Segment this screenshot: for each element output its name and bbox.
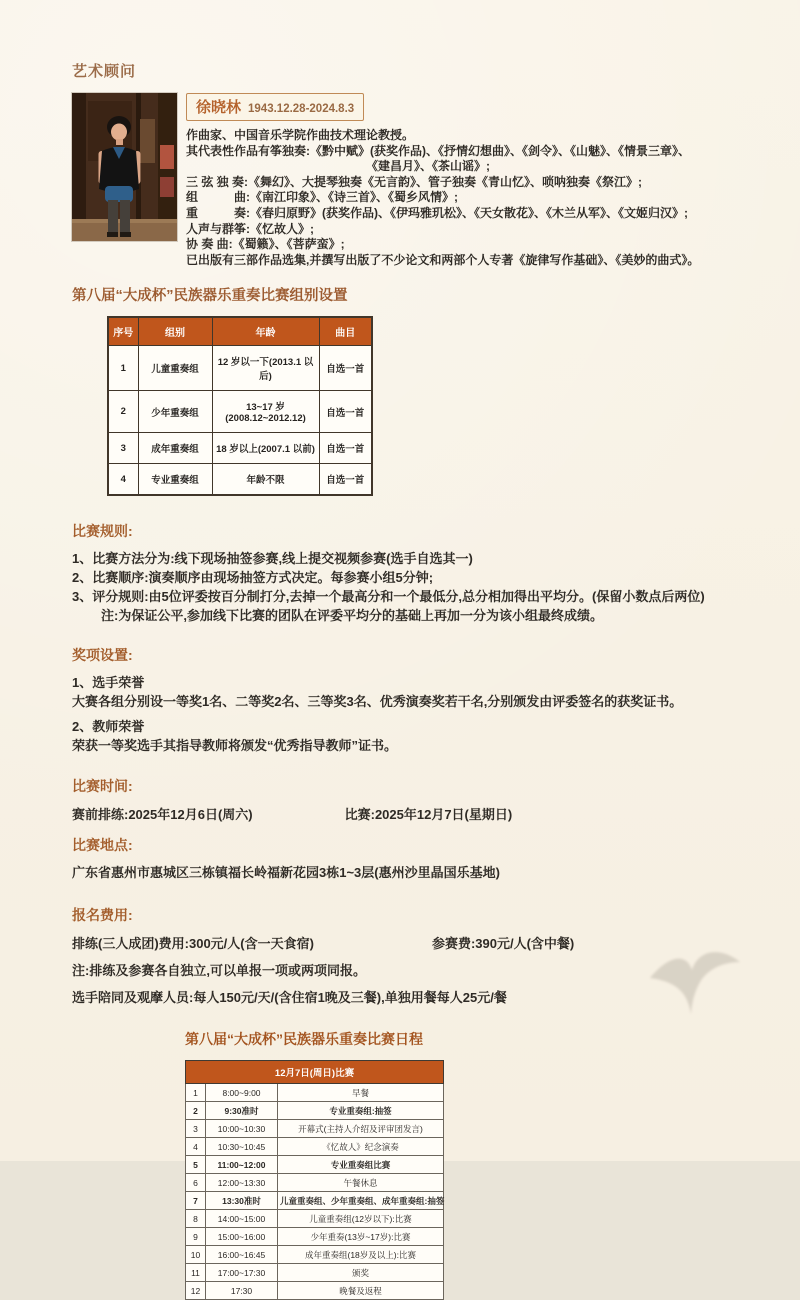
groups-table-cell: 3 <box>108 433 138 464</box>
schedule-row-event: 颁奖 <box>278 1264 444 1282</box>
groups-table <box>107 316 373 496</box>
groups-table-cell: 儿童重奏组 <box>138 346 212 391</box>
schedule-row-time: 9:30准时 <box>206 1102 278 1120</box>
groups-column-header: 年龄 <box>212 317 319 346</box>
schedule-row-event: 儿童重奏组(12岁以下):比赛 <box>278 1210 444 1228</box>
fees-note: 注:排练及参赛各自独立,可以单报一项或两项同报。 <box>72 963 366 979</box>
competition-time: 比赛:2025年12月7日(星期日) <box>344 807 513 823</box>
bio-line: 人声与群筝:《忆故人》; <box>186 221 314 236</box>
schedule-row <box>186 1174 444 1192</box>
schedule-row <box>186 1192 444 1210</box>
schedule-row <box>186 1246 444 1264</box>
groups-table-row <box>108 391 372 433</box>
schedule-row-number: 7 <box>186 1192 206 1210</box>
award-line: 2、教师荣誉 <box>72 719 145 735</box>
groups-table-cell: 专业重奏组 <box>138 464 212 496</box>
rule-item: 1、比赛方法分为:线下现场抽签参赛,线上提交视频参赛(选手自选其一) <box>72 551 473 567</box>
schedule-row-number: 8 <box>186 1210 206 1228</box>
groups-table-cell: 4 <box>108 464 138 496</box>
rules-list <box>72 549 734 625</box>
rehearsal-fee: 排练(三人成团)费用:300元/人(含一天食宿) <box>72 936 314 952</box>
advisor-name: 徐晓林 <box>196 99 242 116</box>
groups-column-header: 组别 <box>138 317 212 346</box>
advisor-info <box>186 93 734 268</box>
schedule-row-time: 12:00~13:30 <box>206 1174 278 1192</box>
groups-table-cell: 年龄不限 <box>212 464 319 496</box>
schedule-date-header: 12月7日(周日)比赛 <box>186 1061 444 1084</box>
rule-item: 3、评分规则:由5位评委按百分制打分,去掉一个最高分和一个最低分,总分相加得出平均分。(保留小数点后两位) <box>72 589 705 605</box>
groups-table-cell: 自选一首 <box>319 391 372 433</box>
groups-table-cell: 少年重奏组 <box>138 391 212 433</box>
schedule-row-event: 成年重奏组(18岁及以上):比赛 <box>278 1246 444 1264</box>
entry-fee: 参赛费:390元/人(含中餐) <box>431 936 575 952</box>
schedule-row-number: 6 <box>186 1174 206 1192</box>
schedule-row-time: 17:00~17:30 <box>206 1264 278 1282</box>
schedule-row <box>186 1282 444 1300</box>
schedule-row-time: 13:30准时 <box>206 1192 278 1210</box>
groups-table-cell: 12 岁以一下(2013.1 以后) <box>212 346 319 391</box>
bio-line: 已出版有三部作品选集,并撰写出版了不少论文和两部个人专著《旋律写作基础》、《美妙的曲式》。 <box>186 252 700 267</box>
location-address: 广东省惠州市惠城区三栋镇福长岭福新花园3栋1~3层(惠州沙里晶国乐基地) <box>72 865 500 881</box>
groups-column-header: 序号 <box>108 317 138 346</box>
page-content <box>72 60 734 1300</box>
schedule-row <box>186 1120 444 1138</box>
awards-section-title: 奖项设置: <box>72 647 133 664</box>
schedule-row-number: 11 <box>186 1264 206 1282</box>
fees-section-title: 报名费用: <box>72 907 133 924</box>
groups-table-row <box>108 346 372 391</box>
advisor-photo <box>72 93 177 241</box>
bio-line: 三 弦 独 奏:《舞幻》、大提琴独奏《无言韵》、管子独奏《青山忆》、唢呐独奏《祭江》; <box>186 174 642 189</box>
schedule-row-event: 专业重奏组:抽签 <box>278 1102 444 1120</box>
schedule-block <box>185 1029 443 1300</box>
schedule-row-event: 早餐 <box>278 1084 444 1102</box>
schedule-row-event: 午餐休息 <box>278 1174 444 1192</box>
rule-item: 2、比赛顺序:演奏顺序由现场抽签方式决定。每参赛小组5分钟; <box>72 570 434 586</box>
groups-table-cell: 成年重奏组 <box>138 433 212 464</box>
schedule-row-time: 8:00~9:00 <box>206 1084 278 1102</box>
schedule-row-time: 14:00~15:00 <box>206 1210 278 1228</box>
rules-section-title: 比赛规则: <box>72 523 133 540</box>
advisor-name-box <box>186 93 364 121</box>
bio-line: 其代表性作品有筝独奏:《黔中赋》(获奖作品)、《抒情幻想曲》、《剑令》、《山魅》、《情景三章》、 <box>186 143 690 158</box>
awards-list <box>72 673 734 755</box>
groups-table-cell: 13~17 岁(2008.12~2012.12) <box>212 391 319 433</box>
groups-table-cell: 18 岁以上(2007.1 以前) <box>212 433 319 464</box>
schedule-row-event: 儿童重奏组、少年重奏组、成年重奏组:抽签 <box>278 1192 444 1210</box>
schedule-row-number: 1 <box>186 1084 206 1102</box>
groups-table-cell: 自选一首 <box>319 346 372 391</box>
advisor-photo-image <box>72 93 177 241</box>
schedule-row-time: 16:00~16:45 <box>206 1246 278 1264</box>
schedule-row <box>186 1084 444 1102</box>
groups-table-cell: 自选一首 <box>319 433 372 464</box>
schedule-row-number: 4 <box>186 1138 206 1156</box>
schedule-row-time: 11:00~12:00 <box>206 1156 278 1174</box>
schedule-row <box>186 1210 444 1228</box>
schedule-row <box>186 1228 444 1246</box>
groups-table-header-row <box>108 317 372 346</box>
advisor-block <box>72 93 734 268</box>
schedule-row-number: 12 <box>186 1282 206 1300</box>
award-line: 1、选手荣誉 <box>72 675 145 691</box>
schedule-row <box>186 1264 444 1282</box>
award-line: 荣获一等奖选手其指导教师将颁发“优秀指导教师”证书。 <box>72 738 398 754</box>
award-line: 大赛各组分别设一等奖1名、二等奖2名、三等奖3名、优秀演奏奖若干名,分别颁发由评委签名的获奖证书。 <box>72 694 683 710</box>
bio-line: 协 奏 曲:《蜀籁》、《菩萨蛮》; <box>186 237 345 252</box>
schedule-row-event: 开幕式(主持人介绍及评审团发言) <box>278 1120 444 1138</box>
advisor-bio <box>186 128 734 268</box>
schedule-row-number: 3 <box>186 1120 206 1138</box>
location-section-title: 比赛地点: <box>72 837 133 854</box>
schedule-row-event: 《忆故人》纪念演奏 <box>278 1138 444 1156</box>
schedule-row-event: 少年重奏(13岁~17岁):比赛 <box>278 1228 444 1246</box>
schedule-row-time: 10:30~10:45 <box>206 1138 278 1156</box>
rule-item: 注:为保证公平,参加线下比赛的团队在评委平均分的基础上再加一分为该小组最终成绩。 <box>101 608 603 624</box>
schedule-row-number: 10 <box>186 1246 206 1264</box>
schedule-row <box>186 1156 444 1174</box>
time-line <box>72 805 734 824</box>
advisor-dates: 1943.12.28-2024.8.3 <box>248 103 355 115</box>
schedule-row-time: 17:30 <box>206 1282 278 1300</box>
bio-line: 作曲家、中国音乐学院作曲技术理论教授。 <box>186 128 415 142</box>
time-section-title: 比赛时间: <box>72 778 133 795</box>
groups-table-cell: 自选一首 <box>319 464 372 496</box>
bio-line: 《建昌月》、《茶山谣》; <box>366 159 490 174</box>
bio-line: 组 曲:《南江印象》、《诗三首》、《蜀乡风情》; <box>186 190 458 205</box>
bio-line: 重 奏:《春归原野》(获奖作品)、《伊玛雅玑松》、《天女散花》、《木兰从军》、《文姬归汉》; <box>186 205 688 220</box>
schedule-row-number: 2 <box>186 1102 206 1120</box>
schedule-row-event: 晚餐及返程 <box>278 1282 444 1300</box>
groups-table-row <box>108 464 372 496</box>
rehearsal-time: 赛前排练:2025年12月6日(周六) <box>72 807 253 823</box>
fees-companion: 选手陪同及观摩人员:每人150元/天/(含住宿1晚及三餐),单独用餐每人25元/餐 <box>72 990 507 1006</box>
groups-table-cell: 2 <box>108 391 138 433</box>
schedule-title: 第八届“大成杯”民族器乐重奏比赛日程 <box>185 1031 423 1048</box>
groups-column-header: 曲目 <box>319 317 372 346</box>
fees-line-main <box>72 935 734 952</box>
schedule-table <box>185 1060 444 1300</box>
groups-table-cell: 1 <box>108 346 138 391</box>
schedule-row-time: 10:00~10:30 <box>206 1120 278 1138</box>
schedule-row-number: 9 <box>186 1228 206 1246</box>
groups-table-title: 第八届“大成杯”民族器乐重奏比赛组别设置 <box>72 288 348 305</box>
schedule-row-time: 15:00~16:00 <box>206 1228 278 1246</box>
schedule-row-number: 5 <box>186 1156 206 1174</box>
schedule-row-event: 专业重奏组比赛 <box>278 1156 444 1174</box>
advisor-section-title: 艺术顾问 <box>72 63 137 80</box>
schedule-header-row <box>186 1061 444 1084</box>
schedule-row <box>186 1102 444 1120</box>
schedule-row <box>186 1138 444 1156</box>
groups-table-row <box>108 433 372 464</box>
